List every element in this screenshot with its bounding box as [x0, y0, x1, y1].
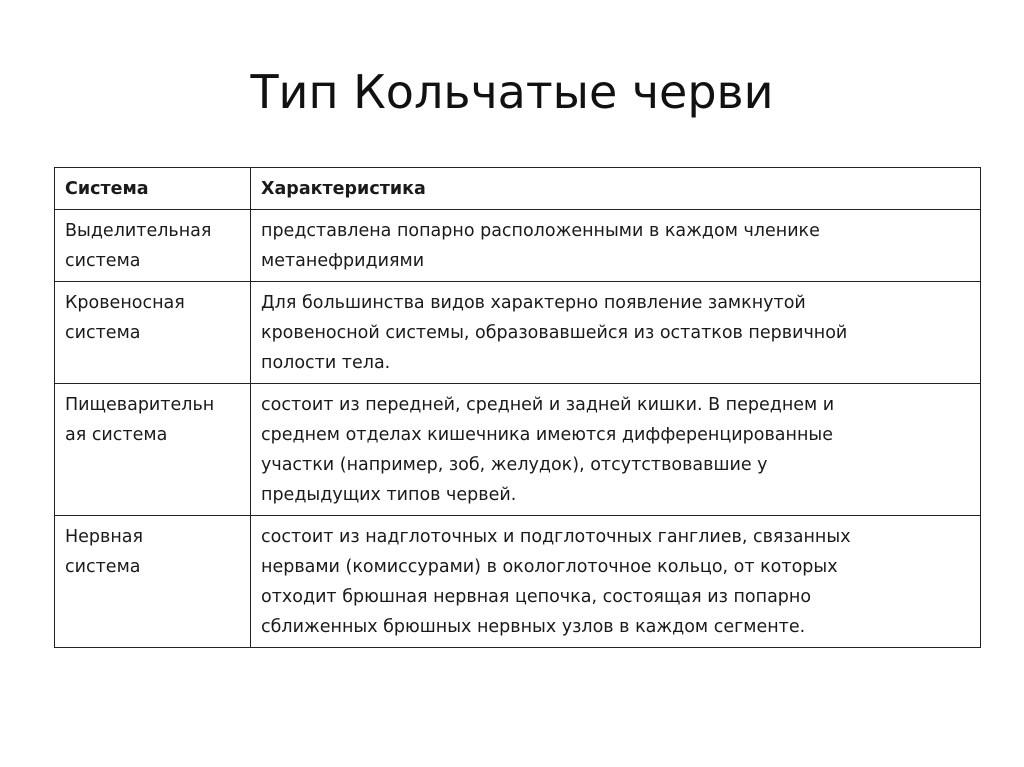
- system-cell: Нервная система: [55, 516, 251, 648]
- system-cell: Кровеносная система: [55, 282, 251, 384]
- table-row: [55, 282, 981, 384]
- table-row: [55, 516, 981, 648]
- description-cell: Для большинства видов характерно появление замкнутой кровеносной системы, образовавшейся из остатков первичной полости тела.: [251, 282, 981, 384]
- table-header-row: [55, 168, 981, 210]
- slide-title: Тип Кольчатые черви: [250, 65, 774, 119]
- table-row: [55, 384, 981, 516]
- system-cell: Выделительная система: [55, 210, 251, 282]
- annelid-systems-table: [54, 167, 981, 648]
- description-cell: состоит из надглоточных и подглоточных ганглиев, связанных нервами (комиссурами) в окологлоточное кольцо, от которых отходит брюшная нервная цепочка, состоящая из попарно сближенных брюшных нервных узлов в каждом сегменте.: [251, 516, 981, 648]
- system-cell: Пищеварительн ая система: [55, 384, 251, 516]
- description-cell: представлена попарно расположенными в каждом членике метанефридиями: [251, 210, 981, 282]
- description-cell: состоит из передней, средней и задней кишки. В переднем и среднем отделах кишечника имеются дифференцированные участки (например, зоб, желудок), отсутствовавшие у предыдущих типов червей.: [251, 384, 981, 516]
- table-row: [55, 210, 981, 282]
- header-system: Система: [55, 168, 251, 210]
- header-characteristic: Характеристика: [251, 168, 981, 210]
